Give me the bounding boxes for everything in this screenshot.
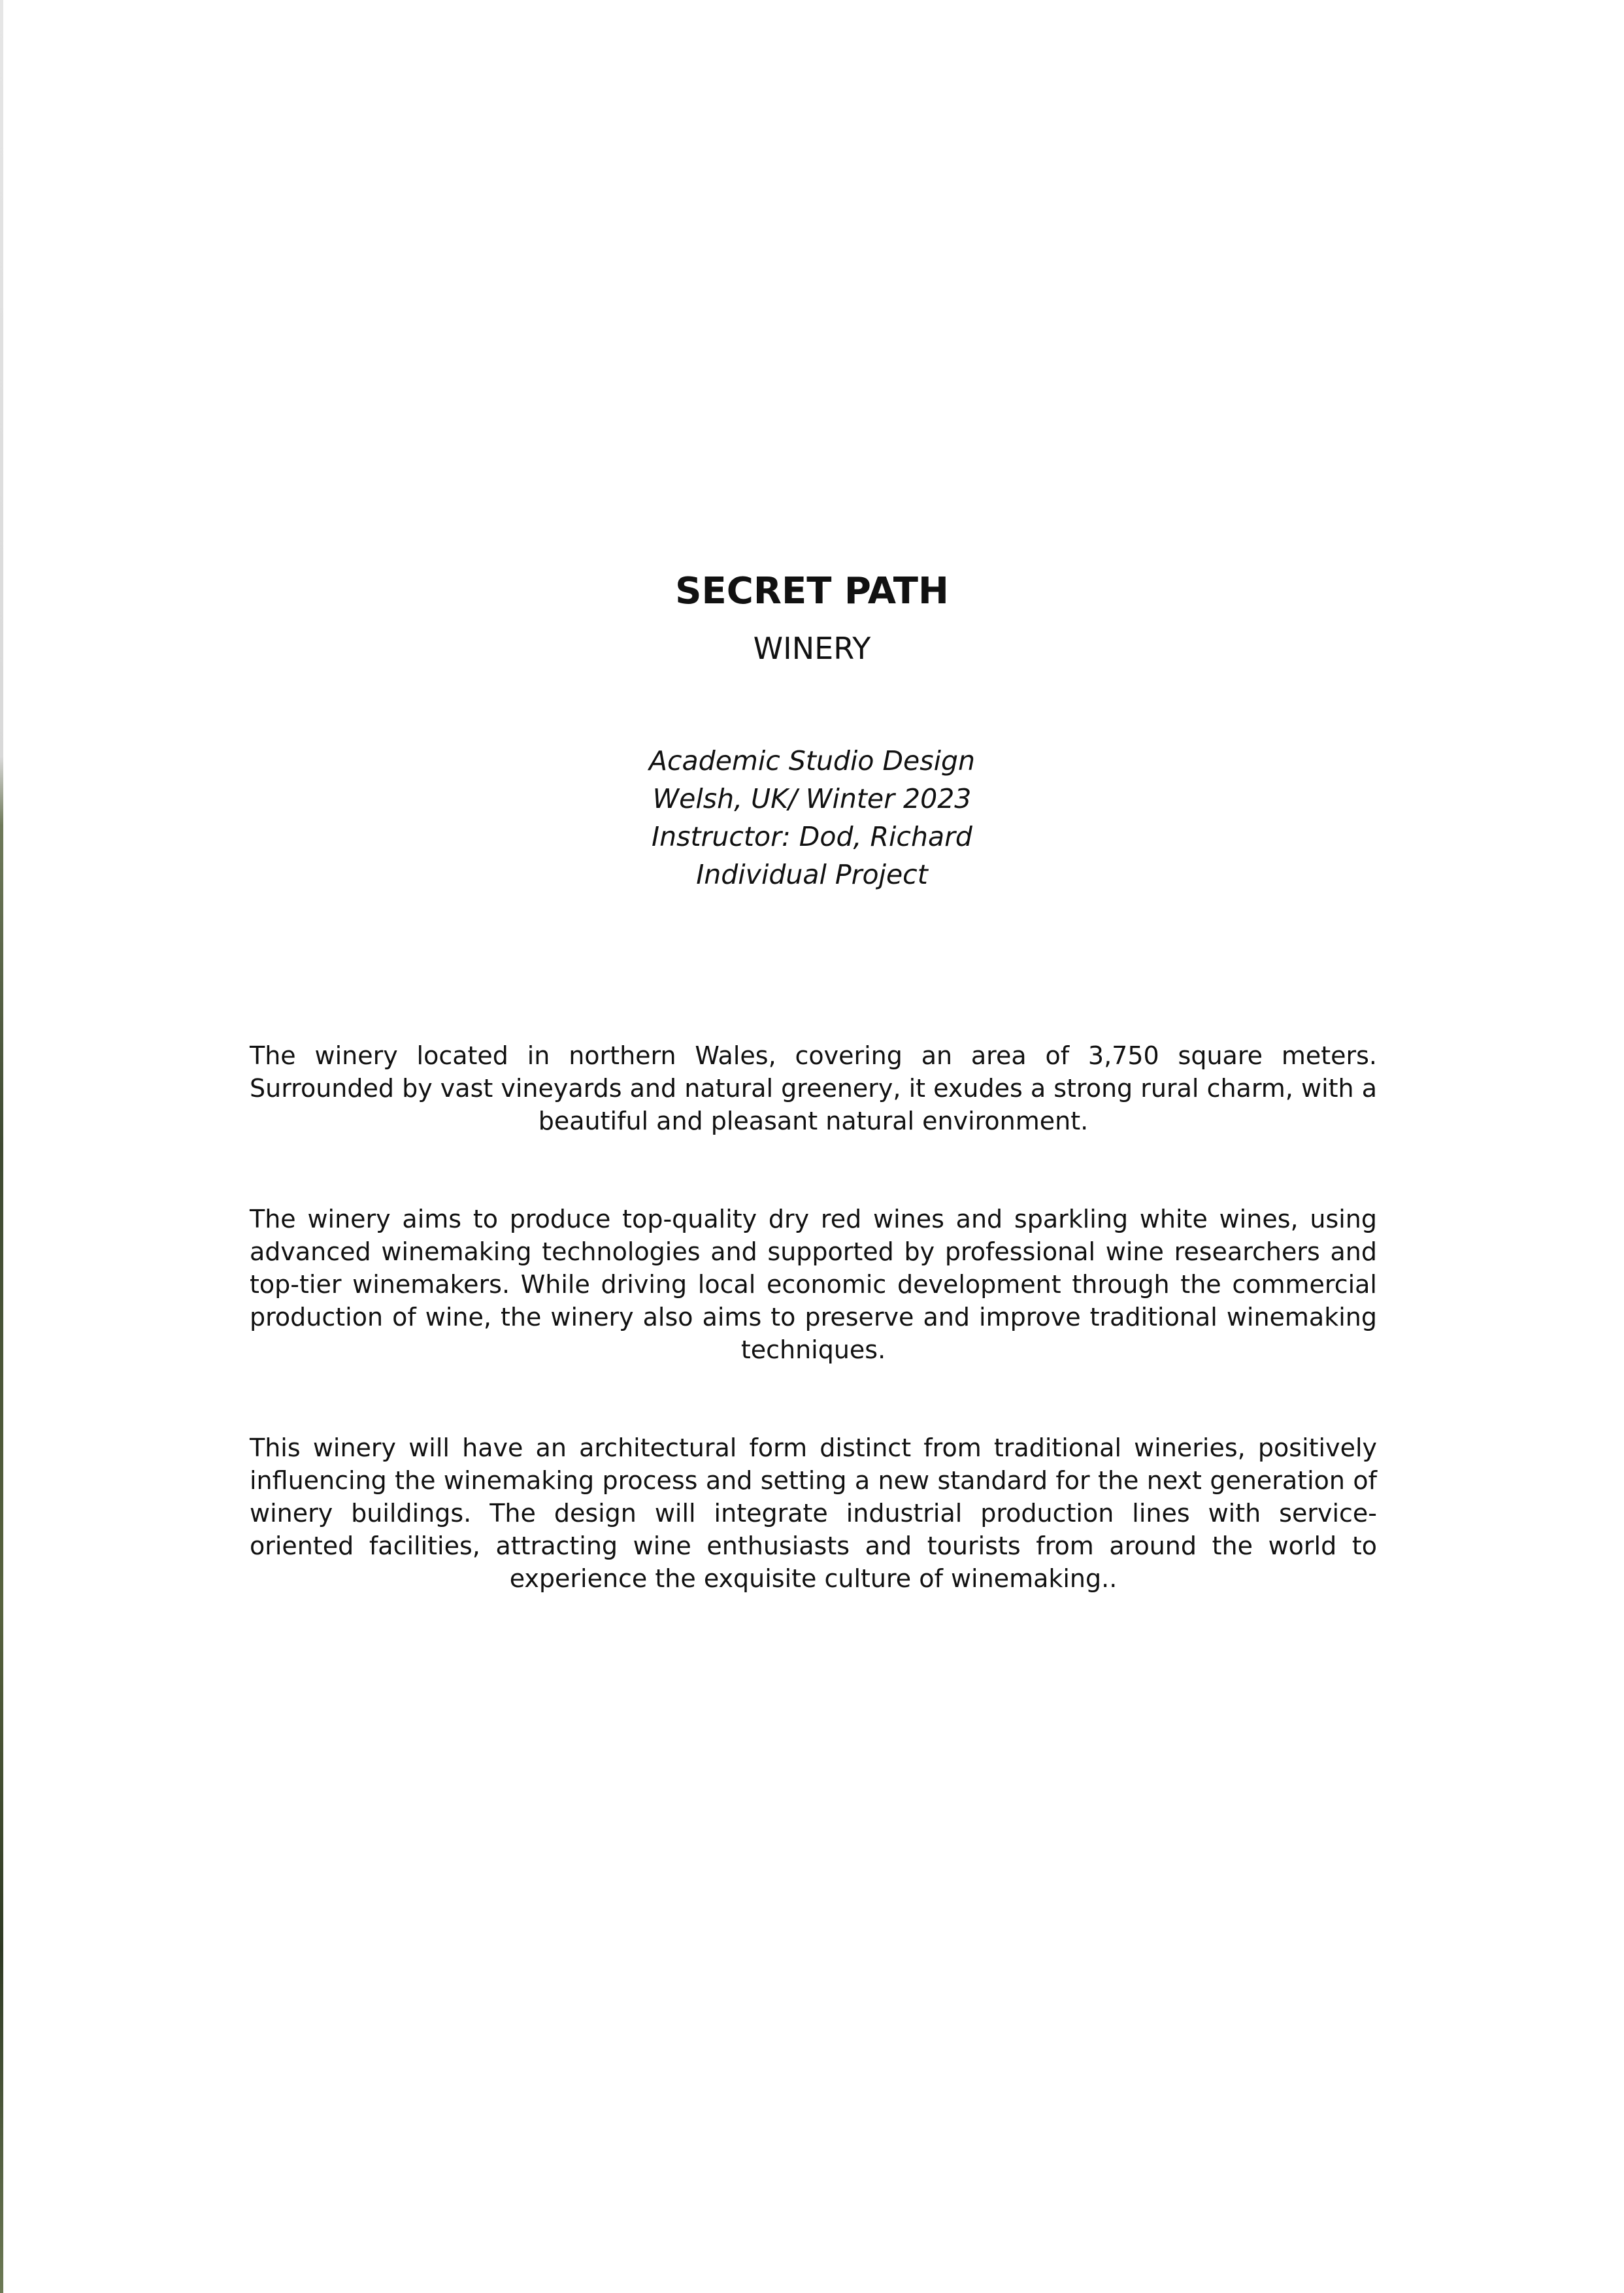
project-title: SECRET PATH [675,570,949,612]
meta-instructor: Instructor: Dod, Richard [652,821,972,852]
description-paragraph-goals: The winery aims to produce top-quality dry red wines and sparkling white wines, using advanced winemaking technologies and supported by professional wine researchers and top-tier winemakers. While driving local economic development through the commercial production of wine, the winery also aims to preserve and improve traditional winemaking techniques. [250,1205,1377,1364]
description-paragraph-site: The winery located in northern Wales, covering an area of 3,750 square meters. Surrounded by vast vineyards and natural greenery, it exudes a strong rural charm, with a beautiful and pleasant natural environment. [250,1041,1377,1135]
project-meta [0,742,1624,894]
meta-location-term: Welsh, UK/ Winter 2023 [652,783,972,814]
title-block [0,562,1624,668]
description-paragraph-design: This winery will have an architectural form distinct from traditional wineries, positively influencing the winemaking process and setting a new standard for the next generation of winery buildings. The design will integrate industrial production lines with service-oriented facilities, attracting wine enthusiasts and tourists from around the world to experience the exquisite culture of winemaking.. [250,1433,1377,1593]
project-subtitle: WINERY [753,631,871,666]
meta-course: Academic Studio Design [648,745,976,777]
page-edge-strip [0,0,3,2293]
meta-project-type: Individual Project [696,859,928,890]
